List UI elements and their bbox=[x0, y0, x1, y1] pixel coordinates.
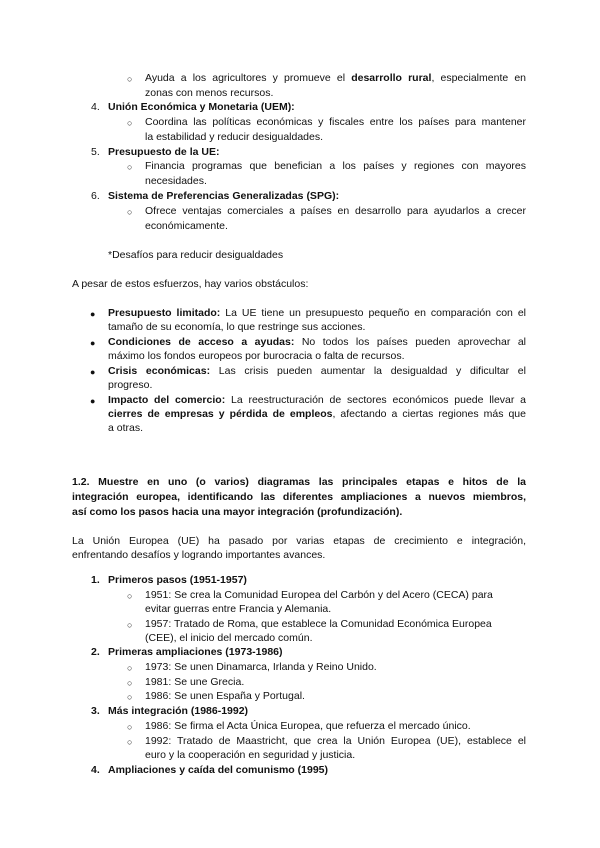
text: Ayuda a los agricultores y promueve el bbox=[145, 72, 352, 84]
bullet-line bbox=[108, 364, 526, 379]
circle-bullet-icon: ○ bbox=[127, 74, 133, 84]
sub-item-line: necesidades. bbox=[145, 175, 207, 187]
paragraph: La Unión Europea (UE) ha pasado por varias etapas de crecimiento e integración, bbox=[72, 535, 526, 547]
circle-bullet-icon: ○ bbox=[127, 620, 133, 630]
text: , afectando a ciertas regiones más que bbox=[332, 408, 526, 420]
sub-item-line: 1986: Se firma el Acta Única Europea, que refuerza el mercado único. bbox=[145, 720, 471, 732]
bullet-line: a otras. bbox=[108, 422, 144, 434]
sub-item-line: euro y la cooperación en seguridad y justicia. bbox=[145, 749, 356, 761]
dot-bullet-icon: ● bbox=[90, 309, 96, 319]
paragraph: A pesar de estos esfuerzos, hay varios obstáculos: bbox=[72, 278, 309, 290]
bold-text: desarrollo rural bbox=[351, 72, 432, 84]
bold-text: Presupuesto limitado: bbox=[108, 307, 221, 319]
circle-bullet-icon: ○ bbox=[127, 722, 133, 732]
circle-bullet-icon: ○ bbox=[127, 207, 133, 217]
bullet-line bbox=[108, 393, 526, 408]
sub-item-line: 1992: Tratado de Maastricht, que crea la Unión Europea (UE), establece el bbox=[145, 735, 526, 747]
stage-title: Más integración (1986-1992) bbox=[108, 705, 249, 717]
sub-item-line: la estabilidad y reducir desigualdades. bbox=[145, 131, 324, 143]
circle-bullet-icon: ○ bbox=[127, 663, 133, 673]
list-number: 5. bbox=[91, 146, 100, 158]
text: La UE tiene un presupuesto pequeño en comparación con el bbox=[220, 307, 527, 319]
bullet-line: tamaño de su economía, lo que restringe sus acciones. bbox=[108, 321, 366, 333]
bullet-line: progreso. bbox=[108, 379, 153, 391]
bold-text: Condiciones de acceso a ayudas: bbox=[108, 336, 295, 348]
stage-title: Primeros pasos (1951-1957) bbox=[108, 574, 247, 586]
list-number: 6. bbox=[91, 190, 100, 202]
sub-item-line: Coordina las políticas económicas y fiscales entre los países para mantener bbox=[145, 116, 526, 128]
circle-bullet-icon: ○ bbox=[127, 591, 133, 601]
question-heading: integración europea, identificando las diferentes ampliaciones a nuevos miembros, bbox=[72, 491, 526, 503]
stage-title: Ampliaciones y caída del comunismo (1995) bbox=[108, 764, 328, 776]
list-number: 2. bbox=[91, 646, 100, 658]
bold-text: Impacto del comercio: bbox=[108, 394, 226, 406]
note-text: *Desafíos para reducir desigualdades bbox=[108, 249, 284, 261]
question-heading: 1.2. Muestre en uno (o varios) diagramas las principales etapas e hitos de la bbox=[72, 476, 526, 488]
dot-bullet-icon: ● bbox=[90, 338, 96, 348]
sub-item-line: evitar guerras entre Francia y Alemania. bbox=[145, 603, 332, 615]
circle-bullet-icon: ○ bbox=[127, 162, 133, 172]
sub-item-line bbox=[145, 71, 526, 86]
list-number: 1. bbox=[91, 574, 100, 586]
sub-item-line: 1951: Se crea la Comunidad Europea del Carbón y del Acero (CECA) para bbox=[145, 589, 493, 601]
question-heading: así como los pasos hacia una mayor integración (profundización). bbox=[72, 506, 403, 518]
list-number: 4. bbox=[91, 101, 100, 113]
stage-title: Primeras ampliaciones (1973-1986) bbox=[108, 646, 283, 658]
circle-bullet-icon: ○ bbox=[127, 678, 133, 688]
list-number: 4. bbox=[91, 764, 100, 776]
sub-item-line: 1981: Se une Grecia. bbox=[145, 676, 245, 688]
list-item-title: Unión Económica y Monetaria (UEM): bbox=[108, 101, 295, 113]
sub-item-line: 1986: Se unen España y Portugal. bbox=[145, 690, 305, 702]
bullet-line bbox=[108, 306, 526, 321]
text: , especialmente en bbox=[431, 72, 527, 84]
list-item-title: Presupuesto de la UE: bbox=[108, 146, 220, 158]
bold-text: cierres de empresas y pérdida de empleos bbox=[108, 408, 333, 420]
bullet-line: máximo los fondos europeos por burocracia o falta de recursos. bbox=[108, 350, 405, 362]
circle-bullet-icon: ○ bbox=[127, 692, 133, 702]
dot-bullet-icon: ● bbox=[90, 367, 96, 377]
list-number: 3. bbox=[91, 705, 100, 717]
sub-item-line: (CEE), el inicio del mercado común. bbox=[145, 632, 313, 644]
text: No todos los países pueden aprovechar al bbox=[294, 336, 526, 348]
circle-bullet-icon: ○ bbox=[127, 118, 133, 128]
text: Las crisis pueden aumentar la desigualdad y dificultar el bbox=[210, 365, 526, 377]
bullet-line bbox=[108, 335, 526, 350]
paragraph: enfrentando desafíos y logrando importantes avances. bbox=[72, 549, 326, 561]
sub-item-line: 1973: Se unen Dinamarca, Irlanda y Reino Unido. bbox=[145, 661, 377, 673]
bold-text: Crisis económicas: bbox=[108, 365, 211, 377]
sub-item-line: Financia programas que benefician a los países y regiones con mayores bbox=[145, 160, 526, 172]
circle-bullet-icon: ○ bbox=[127, 737, 133, 747]
list-item-title: Sistema de Preferencias Generalizadas (SPG): bbox=[108, 190, 340, 202]
bullet-line bbox=[108, 407, 526, 422]
sub-item-line: Ofrece ventajas comerciales a países en desarrollo para ayudarlos a crecer bbox=[145, 205, 526, 217]
sub-item-line: económicamente. bbox=[145, 220, 228, 232]
text: La reestructuración de sectores económicos puede llevar a bbox=[225, 394, 526, 406]
sub-item-line: 1957: Tratado de Roma, que establece la Comunidad Económica Europea bbox=[145, 618, 492, 630]
sub-item-line: zonas con menos recursos. bbox=[145, 87, 274, 99]
dot-bullet-icon: ● bbox=[90, 396, 96, 406]
